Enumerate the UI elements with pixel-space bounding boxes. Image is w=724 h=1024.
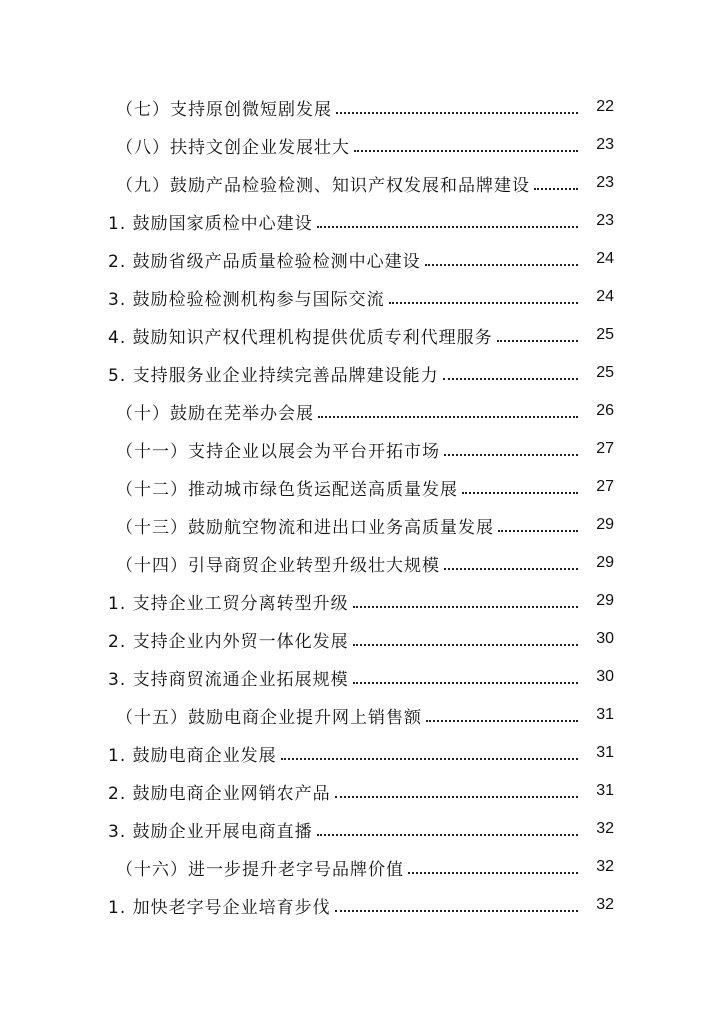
- toc-page-number: 30: [596, 668, 614, 685]
- dot-leader: [444, 453, 578, 456]
- dot-leader: [389, 301, 578, 304]
- dot-leader: [336, 111, 578, 114]
- dot-leader: [498, 529, 578, 532]
- toc-entry-title: 1. 鼓励国家质检中心建设: [108, 213, 313, 234]
- dot-leader: [497, 339, 578, 342]
- toc-entry[interactable]: [0, 772, 724, 810]
- toc-entry[interactable]: [0, 164, 724, 202]
- toc-entry[interactable]: [0, 240, 724, 278]
- toc-page-number: 23: [596, 136, 614, 153]
- toc-page-number: 24: [596, 288, 614, 305]
- toc-entry-title: 3. 鼓励企业开展电商直播: [108, 821, 313, 842]
- dot-leader: [444, 567, 578, 570]
- toc-entry-title: （十二）推动城市绿色货运配送高质量发展: [116, 479, 458, 500]
- toc-entry-title: （十五）鼓励电商企业提升网上销售额: [116, 707, 422, 728]
- dot-leader: [353, 681, 578, 684]
- dot-leader: [354, 149, 578, 152]
- toc-page-number: 27: [596, 440, 614, 457]
- toc-entry-title: （九）鼓励产品检验检测、知识产权发展和品牌建设: [116, 175, 530, 196]
- toc-entry[interactable]: [0, 354, 724, 392]
- toc-entry[interactable]: [0, 810, 724, 848]
- toc-entry[interactable]: [0, 886, 724, 924]
- toc-entry-title: （十四）引导商贸企业转型升级壮大规模: [116, 555, 440, 576]
- toc-entry-title: 3. 支持商贸流通企业拓展规模: [108, 669, 349, 690]
- toc-entry[interactable]: [0, 734, 724, 772]
- toc-page-number: 22: [596, 98, 614, 115]
- dot-leader: [408, 871, 578, 874]
- toc-entry[interactable]: [0, 126, 724, 164]
- dot-leader: [462, 491, 578, 494]
- dot-leader: [335, 795, 578, 798]
- toc-page-number: 32: [596, 858, 614, 875]
- toc-page-number: 30: [596, 630, 614, 647]
- toc-entry[interactable]: [0, 696, 724, 734]
- toc-entry-title: 4. 鼓励知识产权代理机构提供优质专利代理服务: [108, 327, 493, 348]
- toc-entry[interactable]: [0, 88, 724, 126]
- toc-page-number: 31: [596, 706, 614, 723]
- toc-entry-title: 1. 鼓励电商企业发展: [108, 745, 277, 766]
- toc-page-number: 25: [596, 364, 614, 381]
- toc-entry-title: （十三）鼓励航空物流和进出口业务高质量发展: [116, 517, 494, 538]
- dot-leader: [318, 415, 578, 418]
- toc-entry-title: （八）扶持文创企业发展壮大: [116, 137, 350, 158]
- dot-leader: [281, 757, 578, 760]
- dot-leader: [353, 643, 578, 646]
- toc-entry-title: 2. 鼓励电商企业网销农产品: [108, 783, 331, 804]
- dot-leader: [426, 719, 578, 722]
- toc-entry-title: 3. 鼓励检验检测机构参与国际交流: [108, 289, 385, 310]
- toc-page-number: 29: [596, 516, 614, 533]
- table-of-contents: [0, 88, 724, 924]
- toc-page-number: 32: [596, 896, 614, 913]
- toc-entry-title: （十）鼓励在芜举办会展: [116, 403, 314, 424]
- toc-entry-title: 1. 支持企业工贸分离转型升级: [108, 593, 349, 614]
- toc-page-number: 27: [596, 478, 614, 495]
- toc-entry[interactable]: [0, 620, 724, 658]
- toc-page-number: 23: [596, 212, 614, 229]
- toc-entry-title: 2. 支持企业内外贸一体化发展: [108, 631, 349, 652]
- toc-entry[interactable]: [0, 582, 724, 620]
- toc-entry-title: （七）支持原创微短剧发展: [116, 99, 332, 120]
- dot-leader: [317, 833, 578, 836]
- toc-entry-title: （十六）进一步提升老字号品牌价值: [116, 859, 404, 880]
- toc-page-number: 29: [596, 592, 614, 609]
- toc-entry[interactable]: [0, 278, 724, 316]
- toc-page-number: 25: [596, 326, 614, 343]
- dot-leader: [335, 909, 578, 912]
- toc-entry-title: 5. 支持服务业企业持续完善品牌建设能力: [108, 365, 439, 386]
- toc-page-number: 29: [596, 554, 614, 571]
- toc-entry-title: （十一）支持企业以展会为平台开拓市场: [116, 441, 440, 462]
- dot-leader: [353, 605, 578, 608]
- dot-leader: [425, 263, 578, 266]
- toc-entry[interactable]: [0, 316, 724, 354]
- dot-leader: [534, 187, 578, 190]
- toc-entry[interactable]: [0, 430, 724, 468]
- toc-entry[interactable]: [0, 848, 724, 886]
- toc-entry[interactable]: [0, 468, 724, 506]
- toc-page-number: 32: [596, 820, 614, 837]
- toc-entry-title: 1. 加快老字号企业培育步伐: [108, 897, 331, 918]
- toc-page-number: 23: [596, 174, 614, 191]
- toc-page-number: 31: [596, 744, 614, 761]
- toc-page-number: 26: [596, 402, 614, 419]
- toc-entry[interactable]: [0, 506, 724, 544]
- toc-page-number: 24: [596, 250, 614, 267]
- toc-entry[interactable]: [0, 544, 724, 582]
- dot-leader: [317, 225, 578, 228]
- toc-entry[interactable]: [0, 392, 724, 430]
- toc-entry[interactable]: [0, 658, 724, 696]
- dot-leader: [443, 377, 578, 380]
- toc-entry-title: 2. 鼓励省级产品质量检验检测中心建设: [108, 251, 421, 272]
- toc-entry[interactable]: [0, 202, 724, 240]
- toc-page-number: 31: [596, 782, 614, 799]
